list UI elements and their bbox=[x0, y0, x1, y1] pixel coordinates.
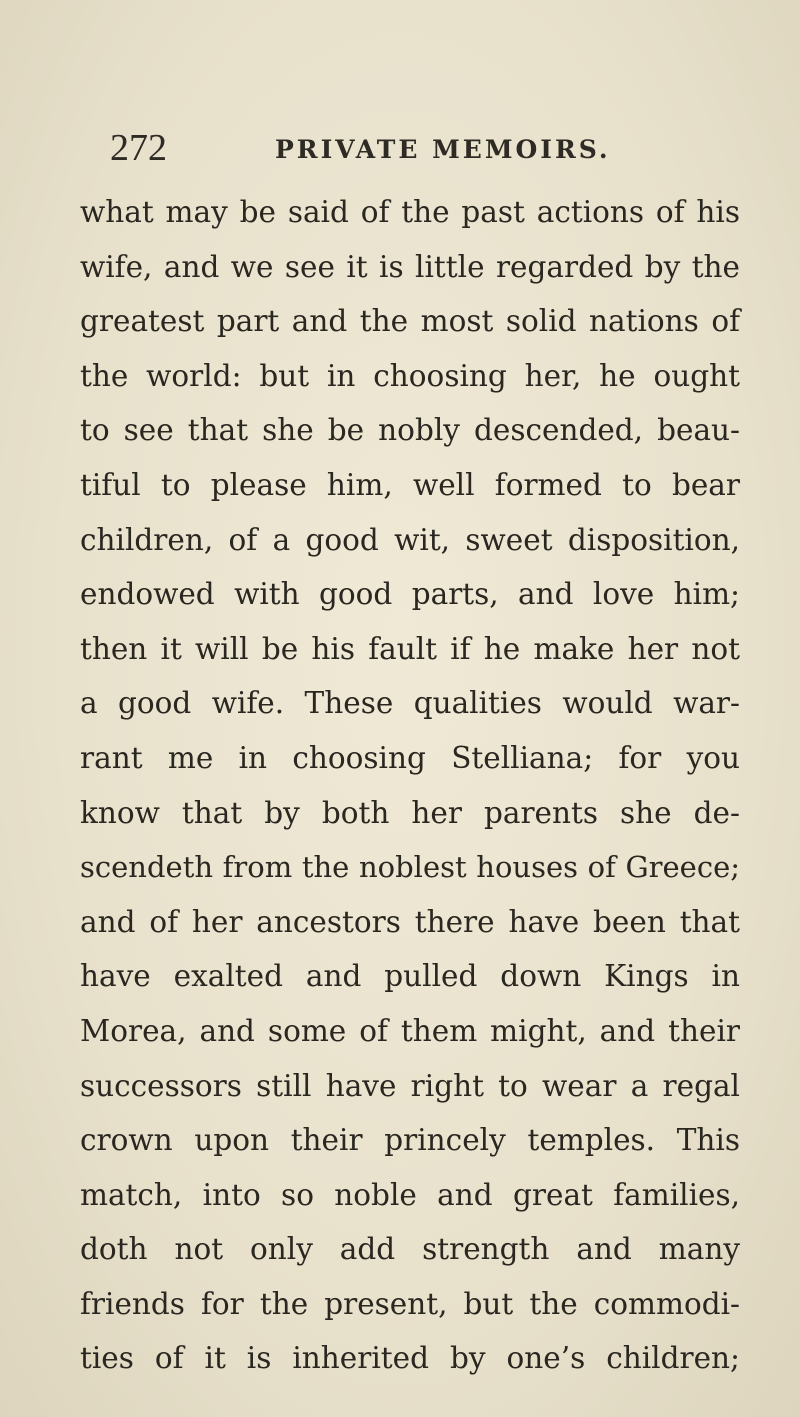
text-line: to see that she be nobly descended, beau- bbox=[80, 413, 740, 448]
text-line: children, of a good wit, sweet disposition, bbox=[80, 522, 740, 557]
text-line: endowed with good parts, and love him; bbox=[80, 577, 740, 612]
text-line: the world: but in choosing her, he ought bbox=[80, 358, 740, 393]
running-head: PRIVATE MEMOIRS. bbox=[275, 135, 611, 164]
text-line: rant me in choosing Stelliana; for you bbox=[80, 740, 740, 775]
text-line: wife, and we see it is little regarded by the bbox=[80, 249, 740, 284]
page-header bbox=[110, 128, 710, 168]
text-line: ties of it is inherited by one’s children; bbox=[80, 1341, 740, 1376]
text-line: doth not only add strength and many bbox=[80, 1232, 740, 1267]
text-line: have exalted and pulled down Kings in bbox=[80, 959, 740, 994]
text-line: friends for the present, but the commodi- bbox=[80, 1286, 740, 1321]
text-line: what may be said of the past actions of his bbox=[80, 195, 740, 229]
text-line: tiful to please him, well formed to bear bbox=[80, 467, 740, 502]
body-text bbox=[80, 192, 740, 1393]
text-line: Morea, and some of them might, and their bbox=[80, 1013, 740, 1048]
text-line: greatest part and the most solid nations of bbox=[80, 304, 740, 339]
page-number: 272 bbox=[110, 127, 167, 169]
text-line: match, into so noble and great families, bbox=[80, 1177, 740, 1212]
text-line: successors still have right to wear a regal bbox=[80, 1068, 740, 1103]
text-line: and of her ancestors there have been that bbox=[80, 904, 740, 939]
text-line: scendeth from the noblest houses of Greece; bbox=[80, 850, 740, 885]
text-line: then it will be his fault if he make her not bbox=[80, 631, 740, 666]
text-line: a good wife. These qualities would war- bbox=[80, 686, 740, 721]
text-line: crown upon their princely temples. This bbox=[80, 1123, 740, 1158]
text-line: know that by both her parents she de- bbox=[80, 795, 740, 830]
